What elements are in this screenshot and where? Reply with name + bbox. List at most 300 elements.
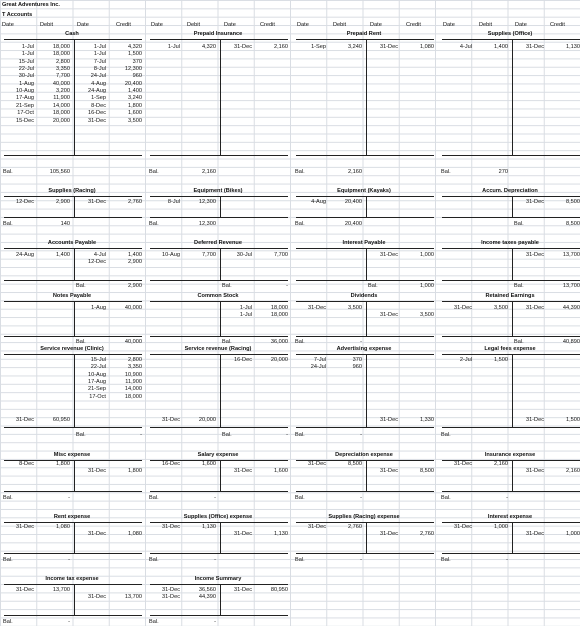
t-account-bottom-rule xyxy=(4,491,142,492)
credit-amount: 1,080 xyxy=(128,531,142,538)
credit-amount: 1,600 xyxy=(274,468,288,475)
credit-date: 30-Jul xyxy=(236,252,252,258)
credit-date: 4-Jul xyxy=(93,252,106,258)
closing-date: 31-Dec xyxy=(161,417,180,423)
credit-amount: 12,300 xyxy=(124,66,142,73)
debit-amount: 2,800 xyxy=(56,58,70,65)
debit-date: 10-Aug xyxy=(15,88,34,95)
balance-label: Bal. xyxy=(295,495,305,501)
balance-label: Bal. xyxy=(3,557,13,563)
t-account-divider xyxy=(366,460,367,491)
debit-date: 31-Dec xyxy=(453,461,472,467)
t-account-divider xyxy=(220,301,221,336)
t-account-divider xyxy=(512,39,513,155)
credit-amount: 2,760 xyxy=(420,531,434,538)
balance-amount: - xyxy=(68,495,70,501)
credit-amount: 1,130 xyxy=(274,531,288,538)
balance-label: Bal. xyxy=(514,339,524,345)
closing-amount: 1,330 xyxy=(420,417,434,423)
account-title: Prepaid Rent xyxy=(346,31,382,37)
account-title: Income tax expense xyxy=(45,576,99,582)
debit-date: 12-Dec xyxy=(15,199,34,205)
debit-date: 31-Dec xyxy=(307,461,326,467)
debit-amount: 1,800 xyxy=(56,461,70,467)
balance-label: Bal. xyxy=(222,432,232,438)
credit-amount: 8,500 xyxy=(566,199,580,205)
balance-label: Bal. xyxy=(149,221,159,227)
t-account-divider xyxy=(220,354,221,427)
balance-label: Bal. xyxy=(368,283,378,289)
credit-date: 16-Dec xyxy=(233,357,252,363)
t-account-divider xyxy=(220,248,221,280)
debit-amount: 3,500 xyxy=(348,305,362,311)
account-title: Advertising expense xyxy=(336,346,392,352)
t-account-divider xyxy=(220,522,221,553)
t-account-bottom-rule xyxy=(4,155,142,156)
t-account-top-rule xyxy=(4,584,142,585)
credit-date: 31-Dec xyxy=(233,44,252,50)
debit-amount: 3,350 xyxy=(56,66,70,73)
debit-date: 17-Oct xyxy=(17,110,34,117)
t-account-top-rule xyxy=(296,39,434,40)
balance-label: Bal. xyxy=(149,557,159,563)
credit-amount: 13,700 xyxy=(562,252,580,258)
credit-amount: 10,900 xyxy=(124,371,142,378)
account-title: Depreciation expense xyxy=(335,452,393,458)
balance-label: Bal. xyxy=(76,432,86,438)
credit-amount: 40,000 xyxy=(124,305,142,311)
credit-date: 31-Dec xyxy=(525,531,544,538)
t-account-divider xyxy=(74,584,75,615)
balance-amount: - xyxy=(68,619,70,625)
balance-label: Bal. xyxy=(149,619,159,625)
credit-date: 1-Jul xyxy=(239,305,252,311)
credit-amount: 1,400 xyxy=(128,252,142,258)
t-account-bottom-rule xyxy=(150,336,288,337)
debit-date: 1-Jul xyxy=(167,44,180,50)
t-account-divider xyxy=(220,584,221,615)
header-credit: Credit xyxy=(406,22,421,28)
credit-date: 21-Sep xyxy=(87,386,106,393)
t-account-top-rule xyxy=(442,196,580,197)
balance-amount: - xyxy=(360,557,362,563)
credit-date: 1-Jul xyxy=(93,44,106,50)
t-account-bottom-rule xyxy=(442,280,580,281)
t-account-bottom-rule xyxy=(442,155,580,156)
account-title: Legal fees expense xyxy=(484,346,536,352)
account-title: Equipment (Bikes) xyxy=(193,188,243,194)
account-title: Prepaid Insurance xyxy=(193,31,243,37)
balance-amount: - xyxy=(506,495,508,501)
credit-date: 10-Aug xyxy=(87,371,106,378)
credit-amount: 1,400 xyxy=(128,88,142,95)
t-account-divider xyxy=(512,354,513,427)
credit-date: 1-Aug xyxy=(91,305,106,311)
credit-amount: 18,000 xyxy=(124,393,142,400)
balance-amount: 105,560 xyxy=(49,169,70,175)
t-account-divider xyxy=(366,39,367,155)
header-date: Date xyxy=(2,22,14,28)
debit-amount: 370 xyxy=(352,357,362,363)
balance-amount: 2,160 xyxy=(202,169,216,175)
credit-date: 1-Jul xyxy=(93,51,106,58)
credit-amount: 20,000 xyxy=(270,357,288,363)
credit-date: 31-Dec xyxy=(87,531,106,538)
balance-amount: 270 xyxy=(498,169,508,175)
t-account-bottom-rule xyxy=(442,491,580,492)
balance-amount: 1,000 xyxy=(420,283,434,289)
debit-date: 1-Aug xyxy=(19,80,34,87)
credit-amount: 3,350 xyxy=(128,364,142,371)
debit-amount: 18,000 xyxy=(52,51,70,58)
t-account-bottom-rule xyxy=(296,217,434,218)
credit-amount: 20,400 xyxy=(124,80,142,87)
debit-date: 16-Dec xyxy=(161,461,180,467)
account-title: Supplies (Office) expense xyxy=(183,514,253,520)
t-account-bottom-rule xyxy=(4,217,142,218)
credit-amount: 1,500 xyxy=(128,51,142,58)
credit-date: 31-Dec xyxy=(233,587,252,593)
t-account-divider xyxy=(512,196,513,217)
balance-amount: - xyxy=(140,432,142,438)
debit-amount: 1,080 xyxy=(56,524,70,530)
balance-amount: 36,000 xyxy=(270,339,288,345)
t-account-top-rule xyxy=(4,196,142,197)
debit-amount: 40,000 xyxy=(52,80,70,87)
header-date: Date xyxy=(151,22,163,28)
balance-label: Bal. xyxy=(441,495,451,501)
t-account-top-rule xyxy=(296,248,434,249)
credit-date: 31-Dec xyxy=(233,468,252,475)
t-account-bottom-rule xyxy=(150,280,288,281)
debit-date: 15-Dec xyxy=(15,117,34,124)
balance-amount: 140 xyxy=(60,221,70,227)
t-account-bottom-rule xyxy=(4,280,142,281)
closing-amount: 60,950 xyxy=(52,417,70,423)
t-account-divider xyxy=(74,39,75,155)
credit-amount: 1,800 xyxy=(128,468,142,475)
header-credit: Credit xyxy=(260,22,275,28)
header-debit: Debit xyxy=(187,22,201,28)
header-credit: Credit xyxy=(116,22,131,28)
balance-amount: - xyxy=(214,557,216,563)
t-account-divider xyxy=(220,39,221,155)
t-account-bottom-rule xyxy=(296,155,434,156)
debit-date: 4-Aug xyxy=(311,199,326,205)
t-account-bottom-rule xyxy=(150,553,288,554)
credit-amount: 7,700 xyxy=(274,252,288,258)
credit-amount: 960 xyxy=(132,73,142,80)
t-account-bottom-rule xyxy=(442,336,580,337)
account-title: Common Stock xyxy=(197,293,239,299)
credit-date: 12-Dec xyxy=(87,259,106,266)
debit-amount: 7,700 xyxy=(202,252,216,258)
credit-amount: 1,600 xyxy=(128,110,142,117)
credit-date: 24-Aug xyxy=(87,88,106,95)
debit-date: 31-Dec xyxy=(453,524,472,530)
credit-date: 17-Aug xyxy=(87,379,106,386)
account-title: Accounts Payable xyxy=(47,240,97,246)
balance-amount: - xyxy=(360,495,362,501)
credit-amount: 3,500 xyxy=(420,312,434,319)
debit-date: 10-Aug xyxy=(161,252,180,258)
balance-amount: 12,300 xyxy=(198,221,216,227)
t-account-divider xyxy=(74,248,75,280)
debit-date: 21-Sep xyxy=(15,102,34,109)
balance-label: Bal. xyxy=(441,557,451,563)
credit-date: 31-Dec xyxy=(525,199,544,205)
debit-date: 31-Dec xyxy=(161,594,180,601)
balance-label: Bal. xyxy=(76,283,86,289)
header-debit: Debit xyxy=(40,22,54,28)
t-account-divider xyxy=(220,460,221,491)
t-account-top-rule xyxy=(4,248,142,249)
header-debit: Debit xyxy=(333,22,347,28)
account-title: Supplies (Racing) expense xyxy=(328,514,400,520)
closing-amount: 20,000 xyxy=(198,417,216,423)
debit-date: 1-Jul xyxy=(21,44,34,50)
balance-label: Bal. xyxy=(3,169,13,175)
debit-date: 1-Jul xyxy=(21,51,34,58)
credit-amount: 2,760 xyxy=(128,199,142,205)
credit-date: 31-Dec xyxy=(379,531,398,538)
balance-amount: 13,700 xyxy=(562,283,580,289)
account-title: Interest expense xyxy=(487,514,533,520)
t-account-bottom-rule xyxy=(4,553,142,554)
debit-amount: 1,500 xyxy=(494,357,508,363)
credit-date: 31-Dec xyxy=(87,117,106,124)
t-account-bottom-rule xyxy=(150,427,288,428)
credit-amount: 2,160 xyxy=(566,468,580,475)
credit-amount: 44,390 xyxy=(562,305,580,311)
account-title: Salary expense xyxy=(197,452,239,458)
credit-date: 8-Dec xyxy=(91,102,106,109)
account-title: Dividends xyxy=(350,293,378,299)
debit-amount: 2,160 xyxy=(494,461,508,467)
t-account-top-rule xyxy=(150,584,288,585)
debit-amount: 13,700 xyxy=(52,587,70,593)
t-account-top-rule xyxy=(150,196,288,197)
balance-label: Bal. xyxy=(295,169,305,175)
header-date: Date xyxy=(77,22,89,28)
debit-date: 30-Jul xyxy=(18,73,34,80)
debit-amount: 14,000 xyxy=(52,102,70,109)
t-account-divider xyxy=(74,196,75,217)
t-account-top-rule xyxy=(150,301,288,302)
header-date: Date xyxy=(515,22,527,28)
account-title: Supplies (Office) xyxy=(487,31,533,37)
account-title: Supplies (Racing) xyxy=(48,188,96,194)
t-account-bottom-rule xyxy=(296,427,434,428)
t-account-top-rule xyxy=(442,39,580,40)
balance-amount: 2,160 xyxy=(348,169,362,175)
t-account-bottom-rule xyxy=(296,280,434,281)
balance-label: Bal. xyxy=(295,221,305,227)
debit-amount: 44,390 xyxy=(198,594,216,601)
header-debit: Debit xyxy=(479,22,493,28)
t-account-top-rule xyxy=(296,522,434,523)
account-title: Insurance expense xyxy=(484,452,536,458)
debit-amount: 12,300 xyxy=(198,199,216,205)
credit-date: 31-Dec xyxy=(87,199,106,205)
account-title: Service revenue (Racing) xyxy=(184,346,252,352)
credit-amount: 3,500 xyxy=(128,117,142,124)
credit-amount: 14,000 xyxy=(124,386,142,393)
t-account-top-rule xyxy=(4,522,142,523)
debit-amount: 1,400 xyxy=(56,252,70,258)
t-account-divider xyxy=(366,522,367,553)
credit-amount: 13,700 xyxy=(124,594,142,601)
t-account-divider xyxy=(512,301,513,336)
t-account-top-rule xyxy=(296,196,434,197)
t-account-bottom-rule xyxy=(442,427,580,428)
credit-date: 31-Dec xyxy=(379,44,398,50)
debit-date: 24-Jul xyxy=(310,364,326,371)
t-account-bottom-rule xyxy=(4,427,142,428)
balance-label: Bal. xyxy=(3,619,13,625)
t-account-divider xyxy=(74,301,75,336)
debit-amount: 20,000 xyxy=(52,117,70,124)
balance-amount: 8,500 xyxy=(566,221,580,227)
debit-date: 31-Dec xyxy=(307,524,326,530)
credit-date: 17-Oct xyxy=(89,393,106,400)
t-account-divider xyxy=(512,522,513,553)
credit-amount: 1,130 xyxy=(566,44,580,50)
t-account-divider xyxy=(366,196,367,217)
account-title: Equipment (Kayaks) xyxy=(337,188,391,194)
t-account-bottom-rule xyxy=(4,336,142,337)
balance-label: Bal. xyxy=(222,283,232,289)
credit-amount: 80,950 xyxy=(270,587,288,593)
debit-amount: 1,600 xyxy=(202,461,216,467)
credit-date: 31-Dec xyxy=(87,468,106,475)
credit-amount: 2,160 xyxy=(274,44,288,50)
debit-amount: 1,400 xyxy=(494,44,508,50)
balance-amount: 2,900 xyxy=(128,283,142,289)
header-date: Date xyxy=(297,22,309,28)
credit-date: 4-Aug xyxy=(91,80,106,87)
debit-date: 31-Dec xyxy=(161,524,180,530)
debit-amount: 2,900 xyxy=(56,199,70,205)
t-account-top-rule xyxy=(442,354,580,355)
account-title: Interest Payable xyxy=(342,240,386,246)
t-account-bottom-rule xyxy=(150,217,288,218)
debit-amount: 18,000 xyxy=(52,44,70,50)
debit-amount: 3,200 xyxy=(56,88,70,95)
debit-amount: 4,320 xyxy=(202,44,216,50)
debit-amount: 8,500 xyxy=(348,461,362,467)
debit-date: 8-Dec xyxy=(19,461,34,467)
balance-label: Bal. xyxy=(149,169,159,175)
debit-date: 31-Dec xyxy=(15,587,34,593)
t-account-top-rule xyxy=(442,248,580,249)
debit-amount: 960 xyxy=(352,364,362,371)
credit-date: 1-Jul xyxy=(239,312,252,319)
header-credit: Credit xyxy=(550,22,565,28)
credit-date: 24-Jul xyxy=(90,73,106,80)
header-date: Date xyxy=(370,22,382,28)
credit-amount: 11,900 xyxy=(125,379,142,386)
balance-label: Bal. xyxy=(76,339,86,345)
header-date: Date xyxy=(443,22,455,28)
credit-date: 31-Dec xyxy=(525,252,544,258)
credit-amount: 1,080 xyxy=(420,44,434,50)
credit-amount: 1,000 xyxy=(420,252,434,258)
credit-date: 22-Jul xyxy=(90,364,106,371)
credit-date: 31-Dec xyxy=(525,305,544,311)
debit-amount: 2,760 xyxy=(348,524,362,530)
balance-amount: - xyxy=(506,557,508,563)
debit-date: 1-Sep xyxy=(311,44,326,50)
t-account-bottom-rule xyxy=(296,553,434,554)
credit-amount: 18,000 xyxy=(270,305,288,311)
debit-date: 15-Jul xyxy=(18,58,34,65)
debit-date: 4-Jul xyxy=(459,44,472,50)
header-date: Date xyxy=(224,22,236,28)
credit-date: 31-Dec xyxy=(525,468,544,475)
t-account-top-rule xyxy=(296,354,434,355)
t-account-divider xyxy=(366,248,367,280)
balance-label: Bal. xyxy=(3,495,13,501)
debit-date: 7-Jul xyxy=(313,357,326,363)
balance-amount: 40,890 xyxy=(562,339,580,345)
debit-amount: 1,130 xyxy=(202,524,216,530)
credit-amount: 2,900 xyxy=(128,259,142,266)
closing-date: 31-Dec xyxy=(15,417,34,423)
debit-amount: 3,500 xyxy=(494,305,508,311)
credit-date: 15-Jul xyxy=(90,357,106,363)
t-account-top-rule xyxy=(4,301,142,302)
debit-amount: 20,400 xyxy=(344,199,362,205)
t-account-bottom-rule xyxy=(150,615,288,616)
debit-amount: 18,000 xyxy=(52,110,70,117)
balance-amount: - xyxy=(286,432,288,438)
credit-amount: 4,320 xyxy=(128,44,142,50)
balance-amount: - xyxy=(360,339,362,345)
account-title: Notes Payable xyxy=(52,293,92,299)
debit-date: 17-Aug xyxy=(15,95,34,102)
credit-amount: 8,500 xyxy=(420,468,434,475)
debit-date: 31-Dec xyxy=(15,524,34,530)
t-account-divider xyxy=(366,301,367,336)
t-account-top-rule xyxy=(442,522,580,523)
t-account-divider xyxy=(74,460,75,491)
account-title: Retained Earnings xyxy=(485,293,535,299)
closing-date: 31-Dec xyxy=(379,417,398,423)
balance-amount: - xyxy=(214,619,216,625)
debit-date: 2-Jul xyxy=(459,357,472,363)
account-title: Income taxes payable xyxy=(481,240,539,246)
debit-amount: 36,560 xyxy=(198,587,216,593)
credit-amount: 2,800 xyxy=(128,357,142,363)
t-account-bottom-rule xyxy=(150,491,288,492)
balance-amount: - xyxy=(68,557,70,563)
company-name: Great Adventures Inc. xyxy=(2,2,60,8)
credit-date: 7-Jul xyxy=(93,58,106,65)
debit-amount: 7,700 xyxy=(56,73,70,80)
credit-date: 1-Sep xyxy=(91,95,106,102)
credit-date: 8-Jul xyxy=(93,66,106,73)
t-account-bottom-rule xyxy=(296,491,434,492)
balance-label: Bal. xyxy=(441,432,451,438)
balance-label: Bal. xyxy=(295,432,305,438)
debit-date: 8-Jul xyxy=(167,199,180,205)
t-account-top-rule xyxy=(150,354,288,355)
account-title: Rent expense xyxy=(53,514,91,520)
account-title: Cash xyxy=(65,31,79,37)
t-account-divider xyxy=(220,196,221,217)
credit-amount: 370 xyxy=(132,58,142,65)
